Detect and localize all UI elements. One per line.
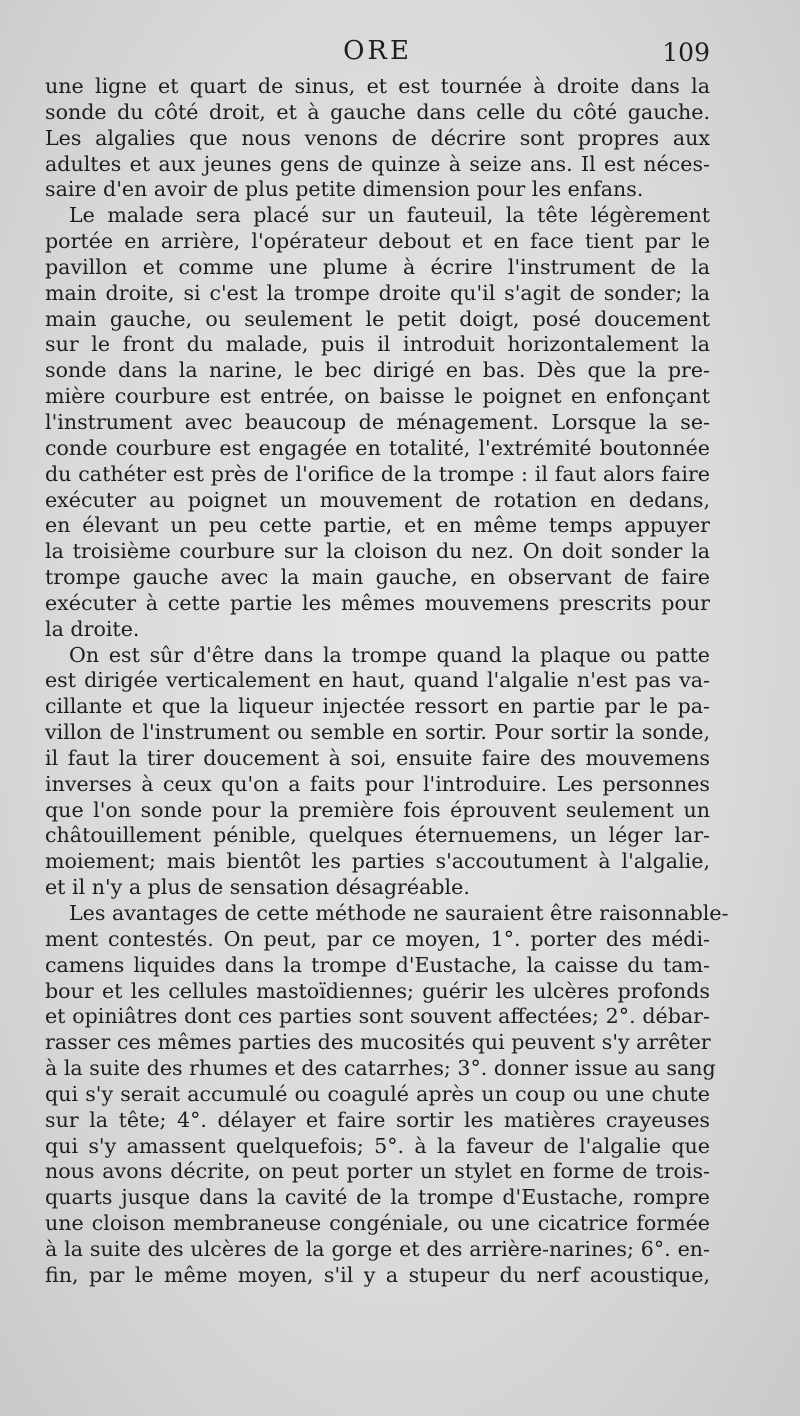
text-line: du cathéter est près de l'orifice de la trompe : il faut alors faire [45, 461, 710, 486]
body-text [45, 74, 729, 1289]
text-line: trompe gauche avec la main gauche, en observant de faire [45, 565, 710, 590]
text-line: en élevant un peu cette partie, et en même temps appuyer [45, 513, 710, 538]
text-line: exécuter au poignet un mouvement de rotation en dedans, [45, 487, 710, 512]
text-line: saire d'en avoir de plus petite dimension pour les enfans. [45, 177, 644, 202]
running-title: ORE [343, 36, 412, 66]
text-line: On est sûr d'être dans la trompe quand la plaque ou patte [69, 642, 710, 667]
text-line: main gauche, ou seulement le petit doigt, posé doucement [45, 306, 710, 331]
text-line: adultes et aux jeunes gens de quinze à seize ans. Il est néces- [45, 151, 710, 176]
text-line: Les algalies que nous venons de décrire sont propres aux [45, 125, 710, 150]
text-line: qui s'y serait accumulé ou coagulé après un coup ou une chute [45, 1081, 710, 1106]
text-line: sonde dans la narine, le bec dirigé en bas. Dès que la pre- [45, 358, 710, 383]
page-number: 109 [662, 38, 710, 67]
text-line: une ligne et quart de sinus, et est tournée à droite dans la [45, 74, 710, 98]
text-line: conde courbure est engagée en totalité, l'extrémité boutonnée [45, 435, 710, 460]
text-line: qui s'y amassent quelquefois; 5°. à la faveur de l'algalie que [45, 1133, 710, 1158]
paragraph [45, 203, 710, 642]
paragraph [45, 901, 729, 1289]
text-line: il faut la tirer doucement à soi, ensuite faire des mouvemens [45, 745, 710, 770]
text-line: fin, par le même moyen, s'il y a stupeur du nerf acoustique, [45, 1262, 710, 1287]
paragraph [45, 643, 710, 901]
text-line: que l'on sonde pour la première fois éprouvent seulement un [45, 797, 710, 822]
page-header [45, 36, 710, 72]
text-line: sur la tête; 4°. délayer et faire sortir les matières crayeuses [45, 1107, 710, 1132]
text-line: nous avons décrite, on peut porter un stylet en forme de trois- [45, 1159, 710, 1184]
text-line: et opiniâtres dont ces parties sont souvent affectées; 2°. débar- [45, 1004, 710, 1029]
text-line: à la suite des ulcères de la gorge et des arrière-narines; 6°. en- [45, 1236, 710, 1261]
text-line: est dirigée verticalement en haut, quand l'algalie n'est pas va- [45, 668, 710, 693]
text-line: une cloison membraneuse congéniale, ou une cicatrice formée [45, 1211, 710, 1236]
text-line: sonde du côté droit, et à gauche dans celle du côté gauche. [45, 99, 710, 124]
text-line: moiement; mais bientôt les parties s'accoutument à l'algalie, [45, 849, 710, 874]
text-line: pavillon et comme une plume à écrire l'instrument de la [45, 254, 710, 279]
text-line: main droite, si c'est la trompe droite qu'il s'agit de sonder; la [45, 280, 710, 305]
text-line: quarts jusque dans la cavité de la trompe d'Eustache, rompre [45, 1185, 710, 1210]
text-line: sur le front du malade, puis il introduit horizontalement la [45, 332, 710, 357]
text-line: exécuter à cette partie les mêmes mouvemens prescrits pour [45, 590, 710, 615]
paragraph [45, 74, 710, 203]
text-line: la droite. [45, 616, 140, 641]
text-line: châtouillement pénible, quelques éternuemens, un léger lar- [45, 823, 710, 848]
text-line: à la suite des rhumes et des catarrhes; 3°. donner issue au sang [45, 1056, 716, 1081]
text-line: Les avantages de cette méthode ne sauraient être raisonnable- [69, 901, 729, 925]
text-line: portée en arrière, l'opérateur debout et en face tient par le [45, 229, 710, 254]
text-line: et il n'y a plus de sensation désagréable. [45, 875, 470, 900]
text-line: cillante et que la liqueur injectée ressort en partie par le pa- [45, 694, 710, 719]
text-line: bour et les cellules mastoïdiennes; guérir les ulcères profonds [45, 978, 710, 1003]
text-line: ment contestés. On peut, par ce moyen, 1°. porter des médi- [45, 926, 710, 951]
text-line: l'instrument avec beaucoup de ménagement. Lorsque la se- [45, 409, 710, 434]
text-line: camens liquides dans la trompe d'Eustache, la caisse du tam- [45, 952, 710, 977]
text-line: inverses à ceux qu'on a faits pour l'introduire. Les personnes [45, 771, 710, 796]
text-line: rasser ces mêmes parties des mucosités qui peuvent s'y arrêter [45, 1030, 711, 1055]
text-line: la troisième courbure sur la cloison du nez. On doit sonder la [45, 539, 710, 564]
text-line: villon de l'instrument ou semble en sortir. Pour sortir la sonde, [45, 720, 710, 745]
text-line: Le malade sera placé sur un fauteuil, la tête légèrement [69, 203, 710, 228]
text-line: mière courbure est entrée, on baisse le poignet en enfonçant [45, 384, 710, 409]
